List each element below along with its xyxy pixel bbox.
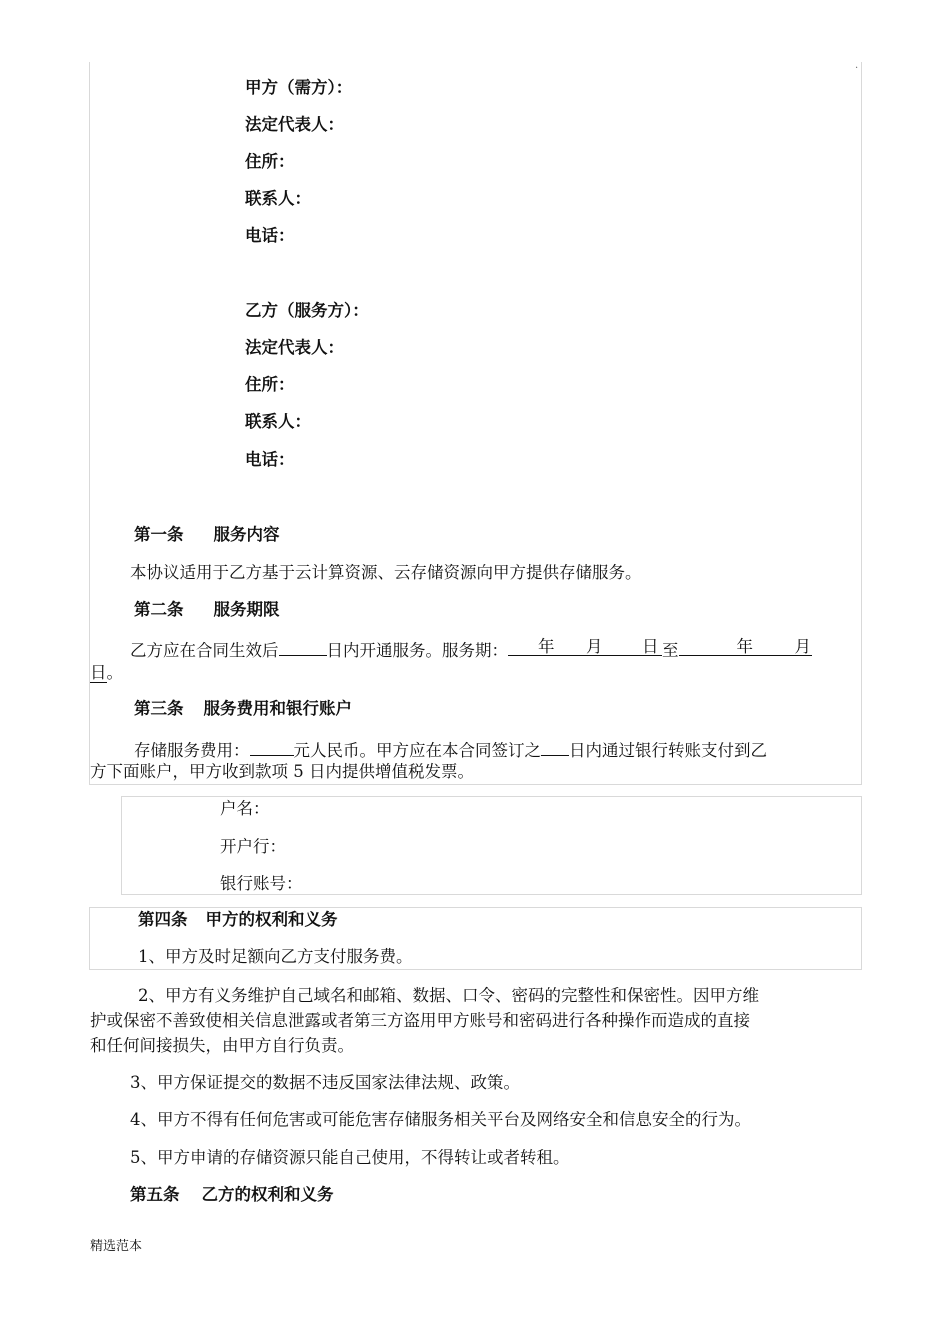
article-5-number: 第五条: [130, 1185, 180, 1204]
article-5-title: 乙方的权利和义务: [201, 1185, 334, 1204]
account-name-label: 户名：: [220, 799, 270, 818]
account-number-label: 银行账号：: [220, 874, 303, 893]
bank-name-label: 开户行：: [220, 837, 286, 856]
page-footer: 精选范本: [90, 1239, 143, 1254]
party-a-title: 甲方（需方）：: [245, 78, 353, 97]
party-b-rep: 法定代表人：: [245, 338, 344, 357]
party-a-address: 住所：: [245, 152, 295, 171]
open-days-blank: [279, 635, 327, 656]
fee-amount-blank: [250, 735, 294, 756]
service-end-date-blank: 年 月: [679, 635, 812, 656]
party-a-phone: 电话：: [245, 226, 295, 245]
article-2-line-1: 乙方应在合同生效后 日内开通服务。服务期： 年 月 日 至 年 月: [130, 637, 811, 660]
article-4-item-4: 4、甲方不得有任何危害或可能危害存储服务相关平台及网络安全和信息安全的行为。: [130, 1110, 751, 1129]
party-b-address: 住所：: [245, 375, 295, 394]
article-4-item-2-line-2: 护或保密不善致使相关信息泄露或者第三方盗用甲方账号和密码进行各种操作而造成的直接: [90, 1011, 750, 1030]
corner-mark: .: [855, 60, 859, 71]
article-3-heading: [134, 697, 352, 721]
article-2-number: 第二条: [134, 600, 184, 619]
party-b-title: 乙方（服务方）：: [245, 301, 369, 320]
article-3-number: 第三条: [134, 699, 184, 718]
article-4-title: 甲方的权利和义务: [205, 910, 338, 929]
article-3-line-2: 方下面账户，甲方收到款项 5 日内提供增值税发票。: [90, 762, 474, 781]
article-4-item-2-line-3: 和任何间接损失，由甲方自行负责。: [90, 1036, 354, 1055]
payment-days-blank: [541, 735, 569, 756]
article-2-title: 服务期限: [213, 600, 280, 619]
party-b-phone: 电话：: [245, 450, 295, 469]
article-4-heading: [138, 908, 338, 932]
article-1-text: 本协议适用于乙方基于云计算资源、云存储资源向甲方提供存储服务。: [130, 563, 642, 582]
article-3-title: 服务费用和银行账户: [203, 699, 352, 718]
service-start-date-blank: 年 月 日: [508, 635, 662, 656]
party-a-rep: 法定代表人：: [245, 115, 344, 134]
article-3-line-1: 存储服务费用： 元人民币。甲方应在本合同签订之 日内通过银行转账支付到乙: [134, 735, 767, 763]
article-2-heading: [134, 598, 280, 622]
party-a-contact: 联系人：: [245, 189, 311, 208]
article-4-item-3: 3、甲方保证提交的数据不违反国家法律法规、政策。: [130, 1073, 520, 1092]
article-4-item-2-line-1: 2、甲方有义务维护自己域名和邮箱、数据、口令、密码的完整性和保密性。因甲方维: [138, 986, 759, 1005]
party-b-contact: 联系人：: [245, 412, 311, 431]
article-5-heading: [130, 1183, 334, 1207]
article-4-item-1: 1、甲方及时足额向乙方支付服务费。: [138, 947, 413, 966]
article-1-title: 服务内容: [213, 525, 280, 544]
section-frame-top: [89, 62, 862, 785]
article-1-heading: [134, 523, 280, 547]
article-4-item-5: 5、甲方申请的存储资源只能自己使用，不得转让或者转租。: [130, 1148, 570, 1167]
article-2-line-2: 日。: [90, 663, 123, 682]
article-1-number: 第一条: [134, 525, 184, 544]
article-4-number: 第四条: [138, 910, 188, 929]
